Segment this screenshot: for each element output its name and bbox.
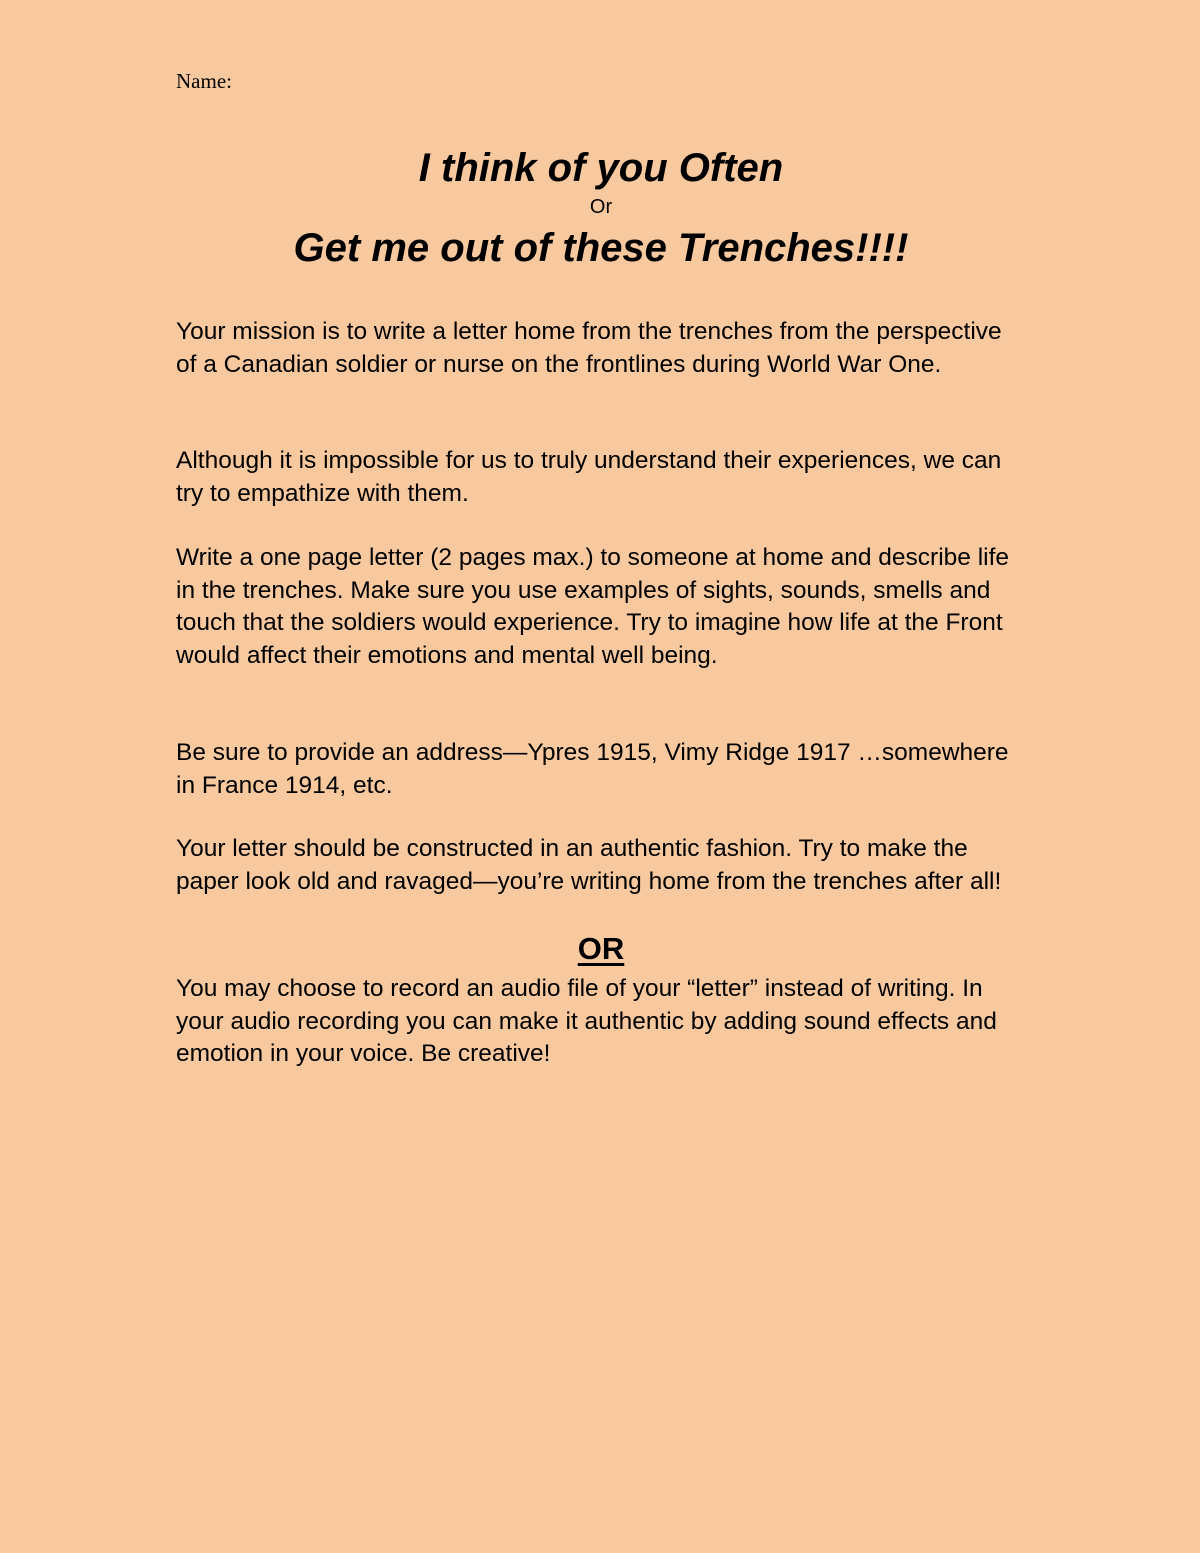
paragraph-authentic: Your letter should be constructed in an authentic fashion. Try to make the paper look old and ravaged—you’re writing home from the trenches after all! (176, 835, 1002, 895)
or-divider: OR (577, 931, 625, 966)
name-label: Name: (176, 69, 232, 93)
title-line-1: I think of you Often (418, 146, 784, 190)
title-line-2: Get me out of these Trenches!!!! (293, 226, 909, 270)
title-or: Or (589, 196, 613, 218)
paragraph-empathize: Although it is impossible for us to truly understand their experiences, we can try to empathize with them. (176, 447, 1002, 507)
paragraph-mission: Your mission is to write a letter home from the trenches from the perspective of a Canadian soldier or nurse on the frontlines during World War One. (176, 318, 1002, 378)
paragraph-instructions: Write a one page letter (2 pages max.) to someone at home and describe life in the trenches. Make sure you use examples of sights, sounds, smells and touch that the soldiers would experience. Try to imagine how life at the Front would affect their emotions and mental well being. (176, 544, 1010, 669)
paragraph-audio-option: You may choose to record an audio file of your “letter” instead of writing. In your audio recording you can make it authentic by adding sound effects and emotion in your voice. Be creative! (176, 975, 997, 1067)
paragraph-address: Be sure to provide an address—Ypres 1915, Vimy Ridge 1917 …somewhere in France 1914, etc. (176, 739, 1009, 799)
